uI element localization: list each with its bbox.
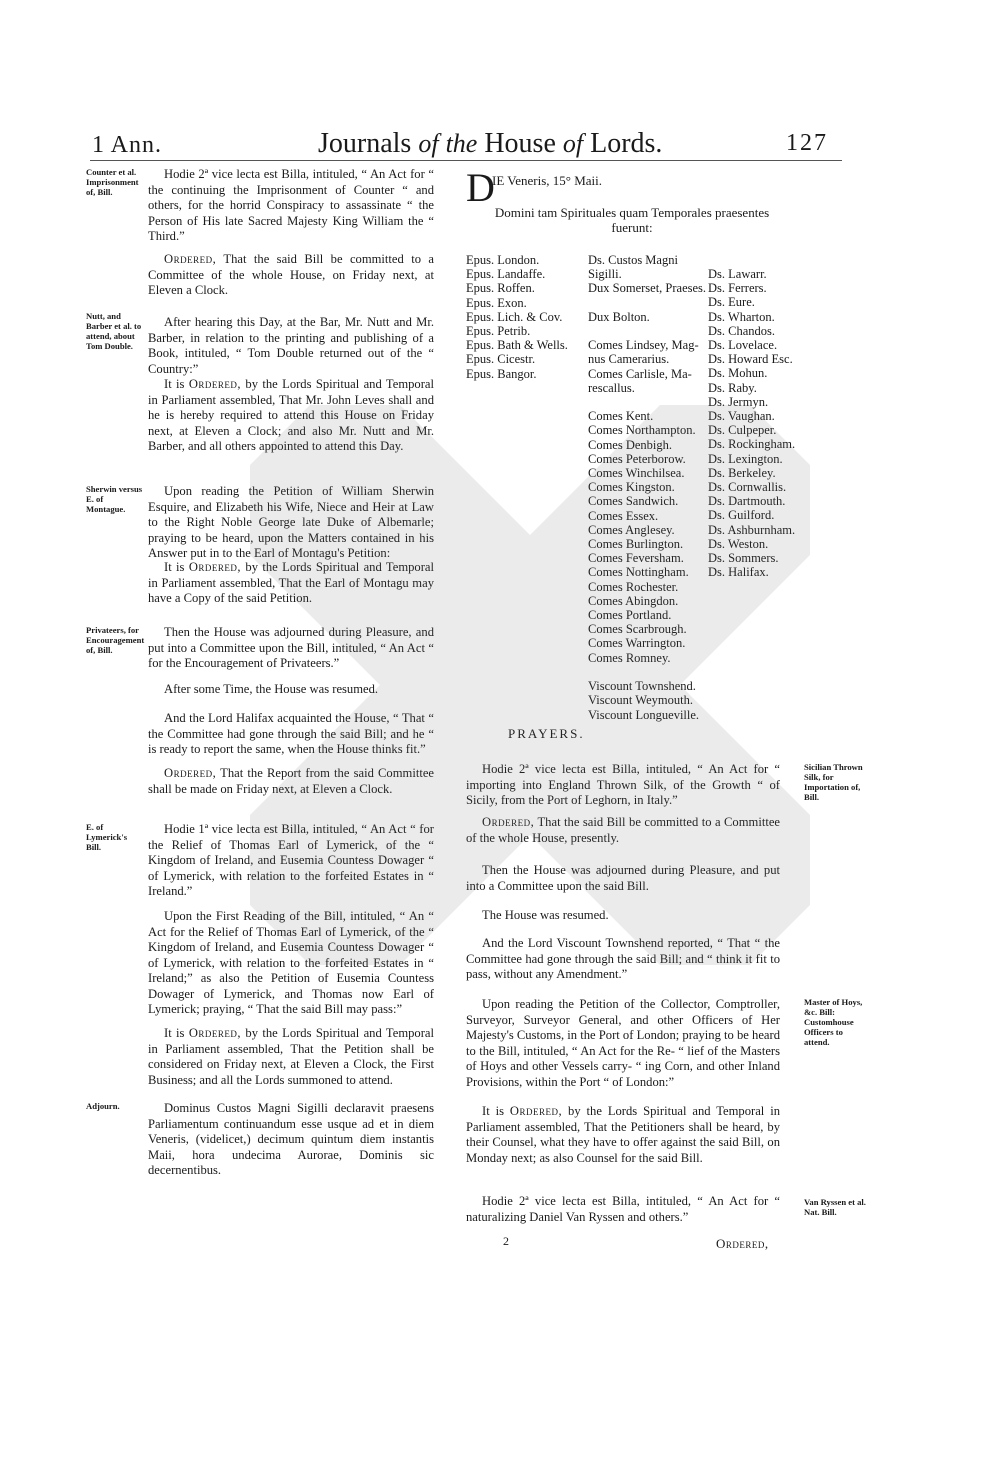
running-head-regnal-year: 1 Ann. xyxy=(92,132,163,158)
attendee-baron: Ds. Lexington. xyxy=(708,451,783,466)
attendee-bishop: Epus. Exon. xyxy=(466,295,527,310)
attendee-baron: Ds. Lawarr. xyxy=(708,267,767,281)
attendee-peer: Viscount Townshend. xyxy=(588,679,696,694)
attendee-baron: Ds. Dartmouth. xyxy=(708,494,786,509)
attendee-bishop: Epus. Petrib. xyxy=(466,324,531,339)
attendee-baron: Ds. Chandos. xyxy=(708,323,776,338)
attendee-baron: Ds. Wharton. xyxy=(708,309,775,324)
attendance-bishops xyxy=(466,253,568,381)
paragraph-lymerick-bill: Hodie 1ª vice lecta est Billa, intituled, “ An Act “ for the Relief of Thomas Earl of Lymerick, of the “ Kingdom of Ireland, and Eusemia Countess Dowager “ of Lymerick, with relation to the forfeited Estates in “ Ireland.” xyxy=(148,822,434,898)
attendee-bishop: Epus. Bath & Wells. xyxy=(466,338,568,353)
attendee-baron: Ds. Jermyn. xyxy=(708,394,769,409)
attendee-baron: Ds. Culpeper. xyxy=(708,423,777,438)
attendee-peer xyxy=(588,296,706,310)
paragraph-first-reading: Upon the First Reading of the Bill, intituled, “ An “ Act for the Relief of Thomas Earl of Lymerick, of the “ Kingdom of Ireland, and Eusemia Countess Dowager “ of Lymerick, with relation to the forfeited Estates in “ Ireland;” as also the Petition of Eusemia Countess Dowager of Lymerick, and Thomas now Earl of Lymerick; praying, “ That the said Bill may pass:” xyxy=(148,909,434,1016)
paragraph-adjournment: Dominus Custos Magni Sigilli declaravit praesens Parliamentum continuandum esse usque ad et in diem Veneris, (videlicet,) decimum quintum diem instantis Maii, hora undecima Aurorae, Dominis sic decernentibus. xyxy=(148,1101,434,1177)
attendee-peer: Viscount Weymouth. xyxy=(588,693,693,708)
paragraph-counter-bill: Hodie 2ª vice lecta est Billa, intituled, “ An Act for “ the continuing the Imprisonment of Counter “ and others, for the horrid Conspiracy to assassinate “ the Person of His late Sacred Majesty King William the “ Third.” xyxy=(148,167,434,243)
margin-note-nutt-barber: Nutt, and Barber et al. to attend, about Tom Double. xyxy=(86,311,142,351)
paragraph-ordered-leves: It is Ordered, by the Lords Spiritual and Temporal in Parliament assembled, That Mr. John Leves shall and he is hereby required to attend this House on Friday next, at Eleven a Clock; and also Mr. Nutt and Mr. Barber, and all others appointed to attend this Day. xyxy=(148,377,434,453)
header-rule xyxy=(90,160,842,161)
attendee-bishop: Epus. London. xyxy=(466,253,540,267)
page-number: 127 xyxy=(786,130,828,156)
paragraph-ordered-montagu: It is Ordered, by the Lords Spiritual and Temporal in Parliament assembled, That the Earl of Montagu may have a Copy of the said Petition. xyxy=(148,560,434,605)
attendee-peer: nus Camerarius. xyxy=(588,352,670,367)
paragraph-halifax: And the Lord Halifax acquainted the House, “ That “ the Committee had gone through the said Bill; and he “ is ready to report the same, when the House thinks fit.” xyxy=(148,711,434,756)
attendee-peer: Comes Anglesey. xyxy=(588,522,675,537)
attendee-peer: Ds. Custos Magni xyxy=(588,253,678,267)
attendee-peer: Comes Winchilsea. xyxy=(588,466,685,481)
margin-note-lymerick: E. of Lymerick's Bill. xyxy=(86,822,128,852)
margin-note-privateers: Privateers, for Encouragement of, Bill. xyxy=(86,625,145,655)
attendee-peer: Comes Rochester. xyxy=(588,579,679,594)
paragraph-ordered-petition: It is Ordered, by the Lords Spiritual and Temporal in Parliament assembled, That the Petition shall be considered on Friday next, at Eleven a Clock, the First Business; and all the Lords summoned to attend. xyxy=(148,1026,434,1087)
paragraph-tom-double: After hearing this Day, at the Bar, Mr. Nutt and Mr. Barber, in relation to the printing and publishing of a Book, intituled, “ Tom Double returned out of the “ Country:” xyxy=(148,315,434,376)
attendee-peer: Comes Nottingham. xyxy=(588,565,689,580)
margin-note-adjourn: Adjourn. xyxy=(86,1101,120,1111)
attendance-barons xyxy=(708,267,795,579)
attendee-baron: Ds. Guilford. xyxy=(708,508,775,523)
attendee-peer: Comes Burlington. xyxy=(588,537,684,552)
attendee-peer xyxy=(588,395,706,409)
paragraph-house-resumed: The House was resumed. xyxy=(482,908,609,922)
attendance-heading: Domini tam Spirituales quam Temporales praesentes fuerunt: xyxy=(494,205,770,235)
attendee-baron: Ds. Howard Esc. xyxy=(708,352,793,367)
signature-mark: 2 xyxy=(503,1234,509,1248)
attendee-peer xyxy=(588,324,706,338)
attendee-baron: Ds. Cornwallis. xyxy=(708,480,787,495)
attendee-bishop: Epus. Lich. & Cov. xyxy=(466,309,563,324)
paragraph-sherwin-petition: Upon reading the Petition of William Sherwin Esquire, and Elizabeth his Wife, Niece and Heir at Law to the Right Noble George late Duke of Albemarle; praying to be heard, upon the Matters contained in his Answer put in to the Earl of Montagu's Petition: xyxy=(148,484,434,560)
paragraph-resumed: After some Time, the House was resumed. xyxy=(164,682,379,696)
attendee-peer xyxy=(588,665,706,679)
paragraph-townshend-report: And the Lord Viscount Townshend reported, “ That “ the Committee had gone through the said Bill; and “ think it fit to pass, without any Amendment.” xyxy=(466,936,780,981)
attendee-baron: Ds. Halifax. xyxy=(708,565,769,580)
attendee-peer: Comes Kingston. xyxy=(588,480,675,495)
attendee-baron: Ds. Mohun. xyxy=(708,366,768,381)
margin-note-silk: Sicilian Thrown Silk, for Importation of, Bill. xyxy=(804,762,863,802)
paragraph-adjourned-pleasure: Then the House was adjourned during Pleasure, and put into a Committee upon the said Bill. xyxy=(466,863,780,893)
attendee-baron: Ds. Rockingham. xyxy=(708,437,796,452)
attendee-peer: rescallus. xyxy=(588,380,635,395)
attendee-peer: Comes Warrington. xyxy=(588,636,686,651)
paragraph-van-ryssen: Hodie 2ª vice lecta est Billa, intituled, “ An Act for “ naturalizing Daniel Van Ryssen and others.” xyxy=(466,1194,780,1224)
attendee-peer: Comes Northampton. xyxy=(588,423,696,438)
paragraph-ordered-committee: Ordered, That the said Bill be committed to a Committee of the whole House, on Friday next, at Eleven a Clock. xyxy=(148,252,434,297)
attendee-peer: Comes Scarbrough. xyxy=(588,622,687,637)
paragraph-privateers: Then the House was adjourned during Pleasure, and put into a Committee upon the Bill, intituled, “ An Act “ for the Encouragement of Privateers.” xyxy=(148,625,434,670)
drop-cap: D xyxy=(466,165,495,210)
attendee-peer: Comes Denbigh. xyxy=(588,437,673,452)
attendee-peer: Comes Portland. xyxy=(588,608,672,623)
attendee-peer: Comes Essex. xyxy=(588,508,659,523)
attendee-baron: Ds. Eure. xyxy=(708,295,755,310)
catchword: Ordered, xyxy=(716,1236,769,1251)
attendee-baron: Ds. Ferrers. xyxy=(708,281,767,296)
attendee-peer: Comes Romney. xyxy=(588,650,671,665)
attendee-baron: Ds. Weston. xyxy=(708,536,769,551)
attendee-peer: Comes Feversham. xyxy=(588,551,684,566)
attendee-baron: Ds. Raby. xyxy=(708,380,757,395)
attendance-peers xyxy=(588,253,706,722)
attendee-peer: Viscount Longueville. xyxy=(588,707,700,722)
attendee-baron: Ds. Lovelace. xyxy=(708,338,778,353)
attendee-peer: Comes Lindsey, Mag- xyxy=(588,338,699,353)
attendee-peer: Dux Somerset, Praeses. xyxy=(588,281,707,296)
paragraph-ordered-report: Ordered, That the Report from the said Committee shall be made on Friday next, at Eleven a Clock. xyxy=(148,766,434,796)
attendee-bishop: Epus. Cicestr. xyxy=(466,352,536,367)
margin-note-sherwin: Sherwin versus E. of Montague. xyxy=(86,484,143,514)
attendee-baron: Ds. Vaughan. xyxy=(708,409,775,424)
sitting-date: IE Veneris, 15° Maii. xyxy=(492,173,603,188)
attendee-baron: Ds. Ashburnham. xyxy=(708,522,796,537)
paragraph-customs-petition: Upon reading the Petition of the Collector, Comptroller, Surveyor, Surveyor General, and other Officers of Her Majesty's Customs, in the Port of London; praying to be heard to the Bill, intituled, “ An Act for the Re- “ lief of the Masters of Hoys and other Vessels carry- “ ing Corn, and other Inland Provisions, within the Port “ of London:” xyxy=(466,997,780,1089)
attendee-peer: Comes Carlisle, Ma- xyxy=(588,366,692,381)
paragraph-ordered-silk: Ordered, That the said Bill be committed to a Committee of the whole House, presently. xyxy=(466,815,780,845)
attendee-peer: Dux Bolton. xyxy=(588,309,650,324)
attendee-bishop: Epus. Roffen. xyxy=(466,281,535,296)
margin-note-counter-bill: Counter et al. Imprisonment of, Bill. xyxy=(86,167,139,197)
attendee-baron: Ds. Sommers. xyxy=(708,551,779,566)
attendee-baron: Ds. Berkeley. xyxy=(708,465,776,480)
margin-note-hoys: Master of Hoys, &c. Bill: Customhouse Officers to attend. xyxy=(804,997,863,1047)
attendee-peer: Comes Abingdon. xyxy=(588,593,679,608)
attendee-peer: Comes Sandwich. xyxy=(588,494,679,509)
running-head-title: Journals of the House of Lords. xyxy=(318,128,663,159)
attendee-peer: Comes Peterborow. xyxy=(588,451,686,466)
attendee-peer: Comes Kent. xyxy=(588,409,654,424)
attendee-bishop: Epus. Bangor. xyxy=(466,366,537,381)
attendee-bishop: Epus. Landaffe. xyxy=(466,267,546,282)
paragraph-ordered-counsel: It is Ordered, by the Lords Spiritual and Temporal in Parliament assembled, That the Petitioners shall be heard, by their Counsel, what they have to offer against the said Bill, on Monday next; as also Counsel for the said Bill. xyxy=(466,1104,780,1165)
prayers-heading: PRAYERS. xyxy=(508,726,585,741)
attendee-peer: Sigilli. xyxy=(588,267,622,282)
margin-note-van-ryssen: Van Ryssen et al. Nat. Bill. xyxy=(804,1197,866,1217)
paragraph-thrown-silk: Hodie 2ª vice lecta est Billa, intituled, “ An Act for “ importing into England Thrown Silk, of the Growth “ of Sicily, from the Port of Leghorn, in Italy.” xyxy=(466,762,780,807)
